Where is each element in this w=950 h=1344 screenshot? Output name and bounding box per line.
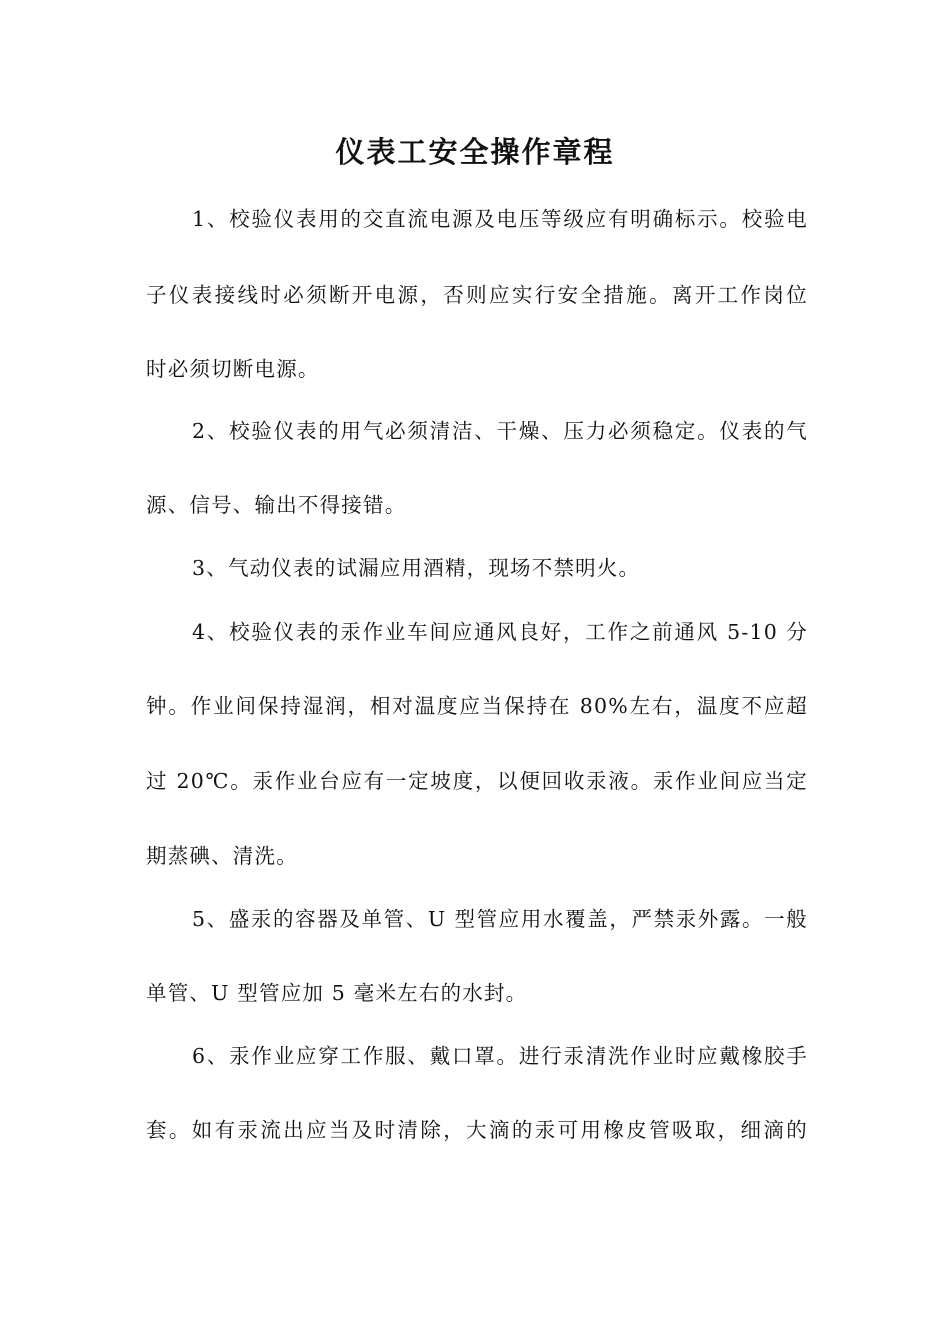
paragraph-4-line-1: 4、校验仪表的汞作业车间应通风良好，工作之前通风 5-10 分	[192, 620, 808, 644]
paragraph-4-line-2: 钟。作业间保持湿润，相对温度应当保持在 80%左右，温度不应超	[146, 694, 808, 718]
paragraph-6-line-2: 套。如有汞流出应当及时清除，大滴的汞可用橡皮管吸取，细滴的	[146, 1118, 808, 1142]
document-title: 仪表工安全操作章程	[335, 135, 615, 169]
paragraph-3-line-1: 3、气动仪表的试漏应用酒精，现场不禁明火。	[192, 556, 641, 580]
paragraph-4-line-4: 期蒸碘、清洗。	[146, 844, 298, 868]
paragraph-1-line-1: 1、校验仪表用的交直流电源及电压等级应有明确标示。校验电	[192, 207, 808, 231]
paragraph-2-line-1: 2、校验仪表的用气必须清洁、干燥、压力必须稳定。仪表的气	[192, 419, 808, 443]
paragraph-5-line-2: 单管、U 型管应加 5 毫米左右的水封。	[146, 981, 528, 1005]
paragraph-5-line-1: 5、盛汞的容器及单管、U 型管应用水覆盖，严禁汞外露。一般	[192, 907, 808, 931]
paragraph-2-line-2: 源、信号、输出不得接错。	[146, 493, 407, 517]
paragraph-1-line-3: 时必须切断电源。	[146, 357, 320, 381]
paragraph-4-line-3: 过 20℃。汞作业台应有一定坡度，以便回收汞液。汞作业间应当定	[146, 769, 808, 793]
paragraph-1-line-2: 子仪表接线时必须断开电源，否则应实行安全措施。离开工作岗位	[146, 283, 808, 307]
paragraph-6-line-1: 6、汞作业应穿工作服、戴口罩。进行汞清洗作业时应戴橡胶手	[192, 1044, 808, 1068]
